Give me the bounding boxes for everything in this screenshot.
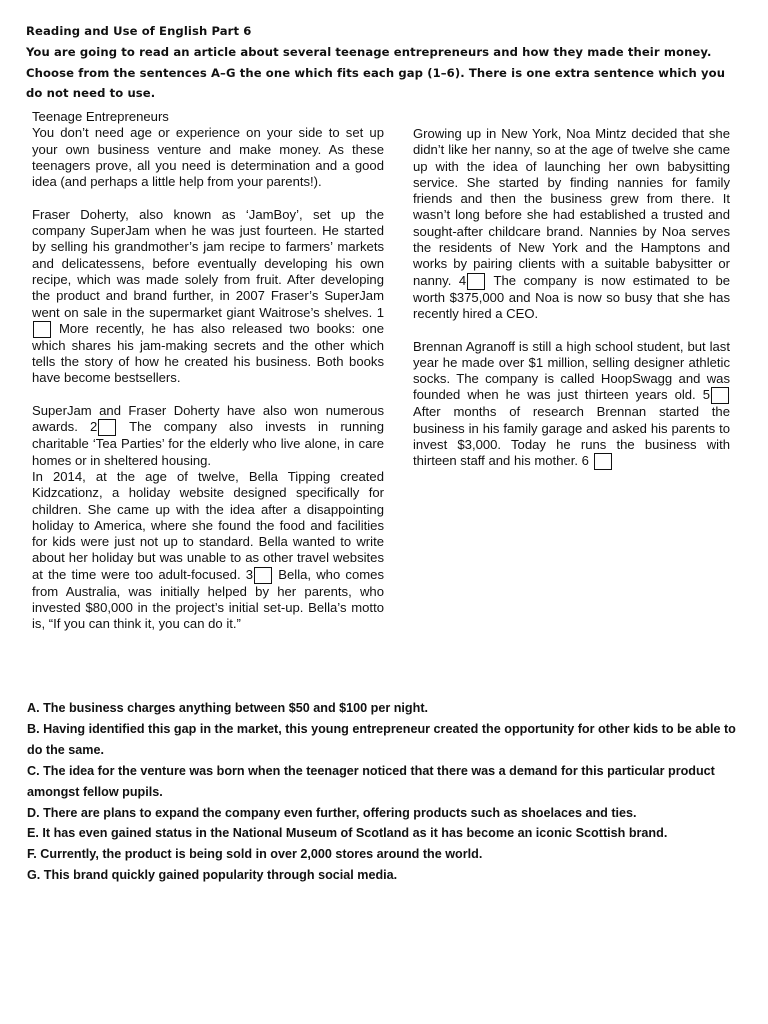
option-f: F. Currently, the product is being sold in over 2,000 stores around the world. [27,847,483,862]
gap-3-answer-box[interactable] [254,567,272,584]
gap-number-3: 3 [245,566,254,582]
gap-number-4: 4 [458,272,467,288]
task-header [26,21,746,104]
gap-2-answer-box[interactable] [98,419,116,436]
article-title: Teenage Entrepreneurs [32,109,169,124]
gap-number-2: 2 [89,419,98,435]
option-c: C. The idea for the venture was born when the teenager noticed that there was a demand for this particular product amongst fellow pupils. [27,763,715,799]
option-d: D. There are plans to expand the company even further, offering products such as shoelaces and ties. [27,805,637,820]
paragraph-text: Bella, who comes from Australia, was initially helped by her parents, who invested $80,000 in the project’s initial set-up. Bella’s motto is, “If you can think it, you can do it.” [32,566,384,632]
task-intro: You are going to read an article about several teenage entrepreneurs and how they made their money. [26,44,712,59]
answer-options [27,698,742,886]
paragraph-brennan [413,339,730,471]
paragraph-text: In 2014, at the age of twelve, Bella Tipping created Kidzcationz, a holiday website designed specifically for children. She came up with the idea after a disappointing holiday to America, where she found the food and facilities for kids were just not up to standard. Bella wanted to write about her holiday but was unable to as other travel websites at the time were too adult-focused. [32,468,384,582]
gap-number-5: 5 [702,387,710,403]
paragraph-fraser [32,207,384,387]
option-b: B. Having identified this gap in the market, this young entrepreneur created the opportunity for other kids to be able to do the same. [27,721,736,757]
article-left-column [32,109,384,633]
paragraph-text: The company is now estimated to be worth $375,000 and Noa is now so busy that she has recently hired a CEO. [413,272,731,321]
gap-number-1: 1 [376,304,384,320]
paragraph-text: After months of research Brennan started the business in his family garage and asked his parents to invest $3,000. Today he runs the business with thirteen staff and his mother. [413,404,730,469]
option-a: A. The business charges anything between $50 and $100 per night. [27,701,429,715]
paragraph-text: The company also invests in running charitable ‘Tea Parties’ for the elderly who live alone, in care homes or in sheltered housing. [32,419,384,468]
gap-4-answer-box[interactable] [467,273,485,290]
task-instructions-line-1: Choose from the sentences A–G the one which fits each gap (1–6). There is one extra sentence which you [26,65,726,80]
paragraph-bella [32,469,384,633]
paragraph-noa [413,126,730,322]
task-instructions-line-2: do not need to use. [26,86,156,101]
option-e: E. It has even gained status in the National Museum of Scotland as it has become an iconic Scottish brand. [27,826,668,841]
paragraph-text: More recently, he has also released two books: one which shares his jam-making secrets and the other which tells the story of how he created his business. Both books have become bestsellers. [32,320,385,386]
gap-1-answer-box[interactable] [33,321,51,338]
paragraph-text: Fraser Doherty, also known as ‘JamBoy’, set up the company SuperJam when he was just fourteen. He started by selling his grandmother’s jam recipe to farmers’ markets and delicatessens, before eventually developing his own recipe, which was made solely from fruit. After developing the product and brand further, in 2007 Fraser’s SuperJam went on sale in the supermarket giant Waitrose’s shelves. [32,206,384,320]
part-title: Reading and Use of English Part 6 [26,24,252,38]
paragraph-awards [32,403,384,469]
gap-number-6: 6 [581,453,589,469]
paragraph-text: Growing up in New York, Noa Mintz decided that she didn’t like her nanny, so at the age of twelve she came up with the idea of launching her own babysitting service. She started by finding nannies for family friends and then the business grew from there. It wasn’t long before she had established a trusted and sought-after childcare brand. Nannies by Noa serves the residents of New York and the Hamptons and works by pairing clients with a suitable babysitter or nanny. [413,126,730,288]
gap-5-answer-box[interactable] [711,387,729,404]
paragraph-text: SuperJam and Fraser Doherty have also won numerous awards. [32,403,384,435]
gap-6-answer-box[interactable] [594,453,612,470]
option-g: G. This brand quickly gained popularity through social media. [27,868,398,883]
article-intro: You don’t need age or experience on your side to set up your own business venture and make money. As these teenagers prove, all you need is determination and a good idea (and perhaps a little help from your parents!). [32,125,384,190]
article-right-column [413,126,730,470]
paragraph-text: Brennan Agranoff is still a high school student, but last year he made over $1 million, selling designer athletic socks. The company is called HoopSwagg and was founded when he was just thirteen years old. [413,338,730,403]
